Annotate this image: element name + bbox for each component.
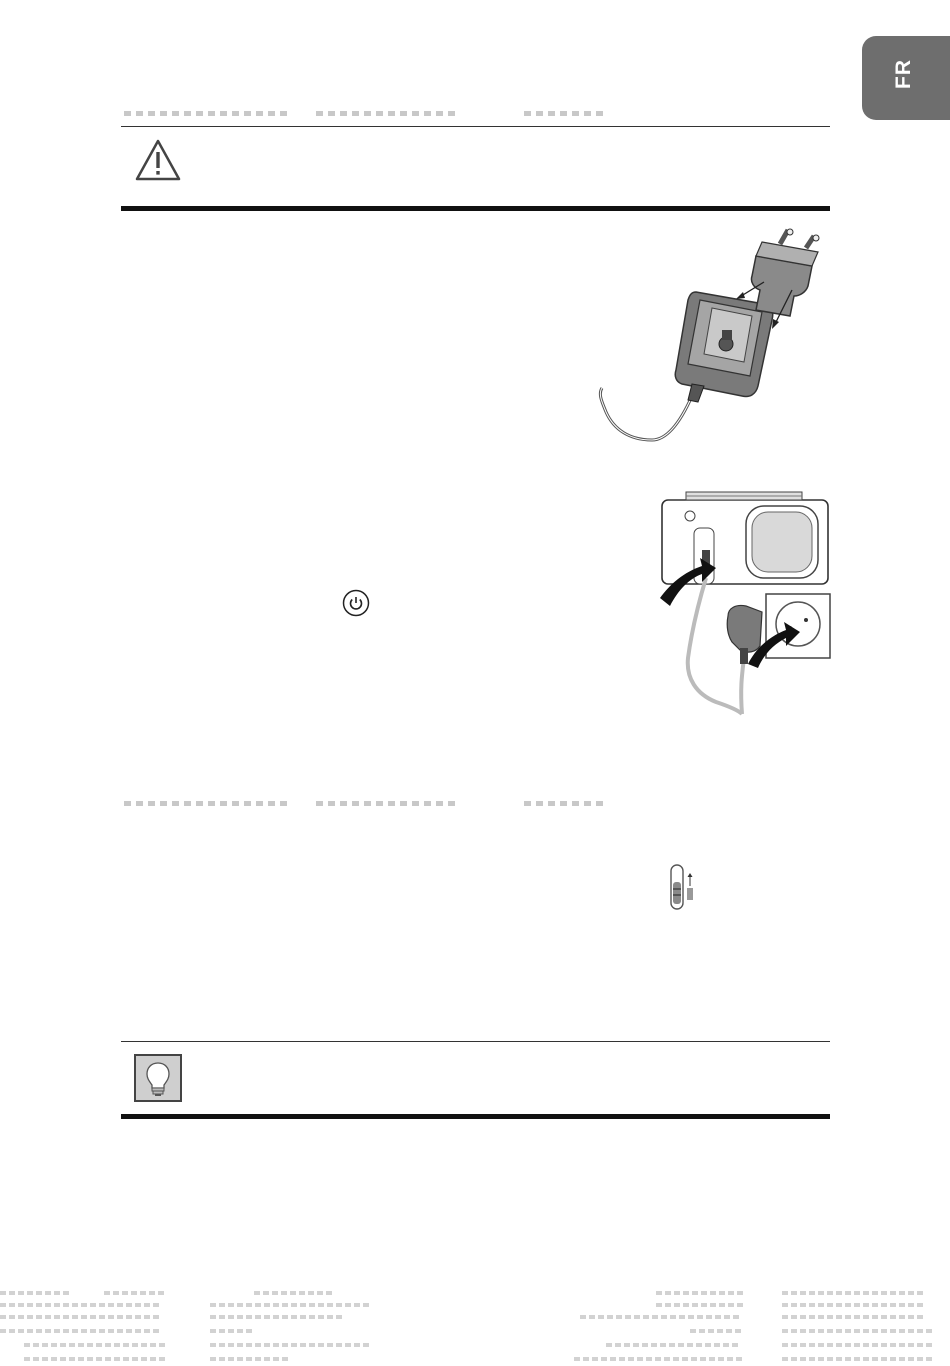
section-heading-placeholder-1c <box>524 103 608 108</box>
radio-power-connection-illustration <box>656 488 836 723</box>
hold-switch-icon <box>670 864 696 915</box>
warning-box-bottom-rule <box>121 206 830 211</box>
section-heading-placeholder-2c <box>524 793 608 798</box>
section-heading-placeholder-1b <box>316 103 460 108</box>
language-tab-label: FR <box>892 59 915 89</box>
section-heading-placeholder-2 <box>124 793 292 798</box>
language-tab <box>862 36 950 120</box>
warning-box-top-rule <box>121 126 830 127</box>
tip-box-top-rule <box>121 1041 830 1042</box>
section-heading-placeholder-1 <box>124 103 292 108</box>
section-heading-placeholder-2b <box>316 793 460 798</box>
warning-triangle-icon <box>134 138 182 187</box>
tip-box-bottom-rule <box>121 1114 830 1119</box>
footer-pattern <box>0 1278 950 1361</box>
power-button-icon <box>342 589 370 622</box>
lightbulb-icon <box>134 1054 182 1107</box>
adapter-plug-illustration <box>596 226 836 451</box>
